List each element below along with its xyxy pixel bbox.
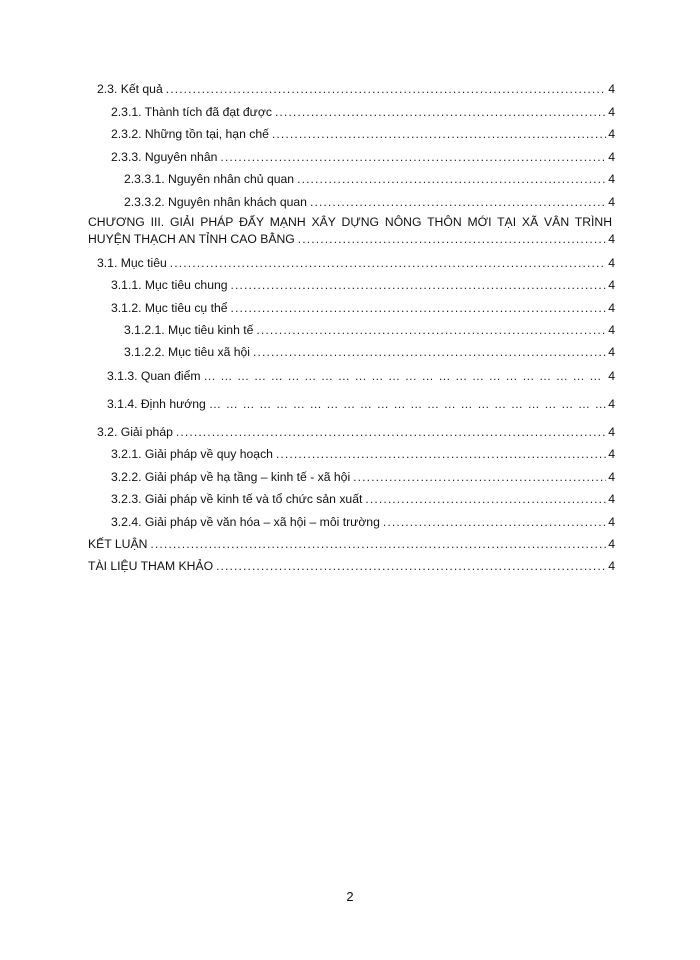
toc-dot-leader <box>170 255 606 271</box>
toc-entry-3-1-1[interactable] <box>111 277 615 293</box>
toc-entry-3-1[interactable] <box>97 255 615 271</box>
toc-entry-3-1-2-1[interactable] <box>124 322 615 338</box>
toc-entry-text: 2.3.1. Thành tích đã đạt được <box>111 105 272 119</box>
toc-entry-text: 3.1.4. Định hướng <box>107 397 206 411</box>
toc-page-number: 4 <box>608 232 615 246</box>
toc-page-number: 4 <box>608 256 615 270</box>
toc-entry-2-3-3-1[interactable] <box>124 171 615 187</box>
toc-dot-leader <box>276 446 606 462</box>
toc-page-number: 4 <box>608 537 615 551</box>
toc-entry-3-2-2[interactable] <box>111 469 615 485</box>
toc-page-number: 4 <box>608 447 615 461</box>
toc-dot-leader <box>216 558 606 574</box>
toc-entry-2-3[interactable] <box>97 81 615 97</box>
toc-page-number: 4 <box>608 470 615 484</box>
toc-entry-text: 2.3.3.1. Nguyên nhân chủ quan <box>124 172 295 186</box>
toc-entry-text: 2.3.2. Những tồn tại, hạn chế <box>111 127 269 141</box>
toc-entry-text: 3.2.2. Giải pháp về hạ tầng – kinh tế - xã hội <box>111 470 351 484</box>
toc-entry-text: 2.3.3. Nguyên nhân <box>111 150 218 164</box>
toc-entry-3-1-2-2[interactable] <box>124 344 615 360</box>
toc-entry-conclusion[interactable] <box>88 536 615 552</box>
toc-dot-leader <box>166 81 606 97</box>
toc-dot-leader <box>353 469 606 485</box>
toc-entry-3-1-3[interactable] <box>107 368 615 384</box>
toc-entry-3-1-2[interactable] <box>111 300 615 316</box>
toc-dot-leader <box>253 344 606 360</box>
toc-entry-text: 2.3.3.2. Nguyên nhân khách quan <box>124 195 307 209</box>
toc-dot-leader <box>150 536 606 552</box>
page-number: 2 <box>346 889 354 904</box>
toc-page-number: 4 <box>608 515 615 529</box>
toc-page-number: 4 <box>608 82 615 96</box>
toc-page-number: 4 <box>608 559 615 573</box>
toc-dot-leader <box>297 171 606 187</box>
toc-page-number: 4 <box>608 105 615 119</box>
toc-page-number: 4 <box>608 278 615 292</box>
toc-entry-text: TÀI LIỆU THAM KHẢO <box>88 559 214 573</box>
toc-page-number: 4 <box>608 492 615 506</box>
toc-entry-text: 3.1.1. Mục tiêu chung <box>111 278 228 292</box>
toc-page-number: 4 <box>608 172 615 186</box>
toc-entry-3-2-4[interactable] <box>111 514 615 530</box>
toc-page-number: 4 <box>608 195 615 209</box>
toc-entry-chapter-3-title[interactable]: CHƯƠNG III. GIẢI PHÁP ĐẨY MẠNH XÂY DỰNG NÔNG THÔN MỚI TẠI XÃ VÂN TRÌNH <box>88 215 612 229</box>
toc-entry-text: 3.1. Mục tiêu <box>97 256 167 270</box>
toc-page-number: 4 <box>608 425 615 439</box>
toc-dot-leader <box>256 322 606 338</box>
toc-dot-leader <box>275 104 606 120</box>
toc-page-number: 4 <box>608 397 615 411</box>
toc-entry-text: KẾT LUẬN <box>88 537 148 551</box>
toc-entry-2-3-2[interactable] <box>111 126 615 142</box>
toc-entry-references[interactable] <box>88 558 615 574</box>
toc-entry-text: 3.1.2.2. Mục tiêu xã hội <box>124 345 251 359</box>
toc-entry-text: HUYỆN THẠCH AN TỈNH CAO BẰNG <box>88 232 295 246</box>
toc-entry-3-2[interactable] <box>97 424 615 440</box>
toc-entry-2-3-3-2[interactable] <box>124 194 615 210</box>
toc-entry-2-3-3[interactable] <box>111 149 615 165</box>
toc-entry-text: 3.1.2. Mục tiêu cụ thể <box>111 301 228 315</box>
toc-dot-leader <box>272 126 606 142</box>
toc-dot-leader <box>231 300 607 316</box>
toc-entry-text: 2.3. Kết quả <box>97 82 163 96</box>
toc-entry-3-2-3[interactable] <box>111 491 615 507</box>
toc-page-number: 4 <box>608 150 615 164</box>
toc-dot-leader <box>176 424 606 440</box>
toc-page-number: 4 <box>608 301 615 315</box>
toc-entry-text: 3.2. Giải pháp <box>97 425 173 439</box>
toc-entry-chapter-3-title-cont[interactable] <box>88 231 615 247</box>
toc-dot-leader <box>310 194 606 210</box>
toc-dot-leader <box>383 514 606 530</box>
toc-entry-2-3-1[interactable] <box>111 104 615 120</box>
toc-dot-leader <box>204 368 607 384</box>
toc-dot-leader <box>298 231 606 247</box>
toc-page-number: 4 <box>608 127 615 141</box>
toc-dot-leader <box>365 491 606 507</box>
toc-dot-leader <box>209 396 606 412</box>
toc-entry-text: 3.2.1. Giải pháp về quy hoạch <box>111 447 273 461</box>
toc-entry-text: 3.2.3. Giải pháp về kinh tế và tổ chức sản xuất <box>111 492 363 506</box>
toc-dot-leader <box>220 149 606 165</box>
toc-entry-text: 3.1.3. Quan điểm <box>107 369 201 383</box>
toc-page-number: 4 <box>608 323 615 337</box>
toc-entry-3-2-1[interactable] <box>111 446 615 462</box>
toc-entry-3-1-4[interactable] <box>107 396 615 412</box>
toc-entry-text: 3.1.2.1. Mục tiêu kinh tế <box>124 323 254 337</box>
toc-page-number: 4 <box>608 369 615 383</box>
toc-entry-text: 3.2.4. Giải pháp về văn hóa – xã hội – môi trường <box>111 515 380 529</box>
toc-page-number: 4 <box>608 345 615 359</box>
toc-dot-leader <box>231 277 607 293</box>
